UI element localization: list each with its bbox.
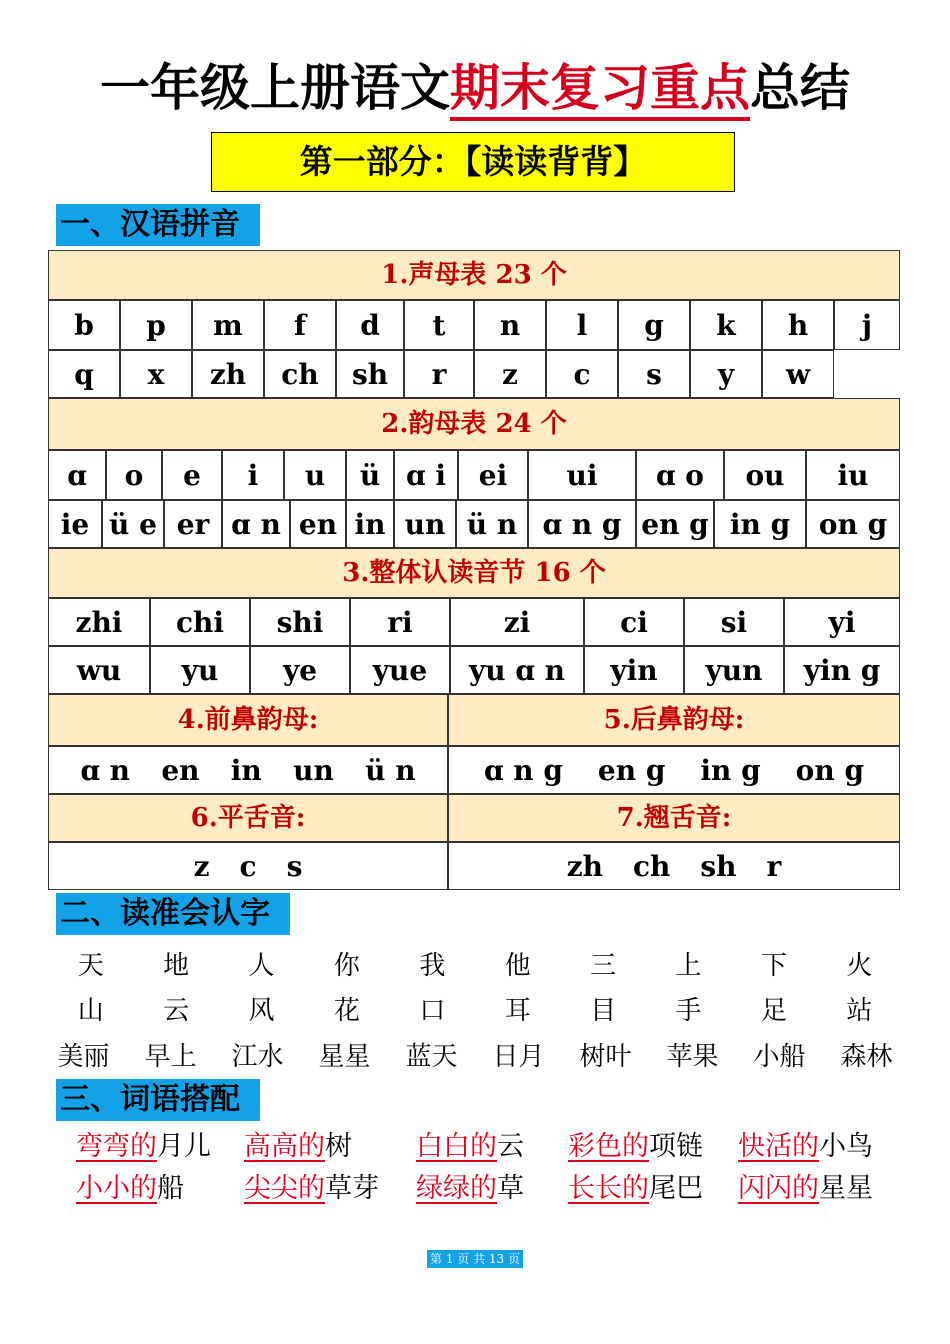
title-highlight: 期末复习重点 [450,59,750,121]
yunmu-cell: er [164,500,222,548]
char-item: 我 [419,951,446,981]
char-item: 美丽 [57,1042,110,1072]
shengmu-cell: c [546,350,618,398]
zhengti-cell: si [684,598,784,646]
yunmu-cell: ie [48,500,102,548]
phrase-item [568,1124,703,1163]
houbi-header: 5.后鼻韵母: [448,694,900,746]
qiaoshe-item: r [766,849,782,883]
char-item: 山 [77,996,104,1026]
phrase-adjective: 长长的 [568,1173,649,1204]
char-item: 你 [333,951,360,981]
shengmu-cell: k [690,300,762,350]
zhengti-cell: yu ɑ n [450,646,584,694]
shengmu-cell: h [762,300,834,350]
phrase-noun: 尾巴 [649,1173,703,1204]
char-row-2 [48,990,902,1027]
shengmu-header: 1.声母表 23 个 [48,250,900,300]
yunmu-cell: ɑ i [394,450,458,500]
zhengti-cell: ri [350,598,450,646]
phrase-item [76,1124,211,1163]
char-item: 森林 [840,1042,893,1072]
yunmu-cell: ü [346,450,394,500]
page-footer [0,1250,950,1267]
title-part-1: 一年级上册语文 [100,59,450,117]
phrase-item [416,1124,524,1163]
char-item: 人 [248,951,275,981]
pingshe-header: 6.平舌音: [48,794,448,842]
yunmu-cell: u [284,450,346,500]
char-item: 口 [419,996,446,1026]
shengmu-cell: j [834,300,900,350]
char-item: 站 [846,996,873,1026]
yunmu-cell: ɑ n g [528,500,636,548]
yunmu-cell: on g [806,500,900,548]
char-item: 江水 [231,1042,284,1072]
shengmu-cell: f [264,300,336,350]
houbi-cell [448,746,900,794]
char-item: 足 [760,996,787,1026]
yunmu-cell: ɑ o [636,450,724,500]
yunmu-cell: in g [714,500,806,548]
pingshe-item: s [286,849,303,883]
pingshe-item: c [239,849,257,883]
char-row-1 [48,945,902,982]
zhengti-cell: yi [784,598,900,646]
char-item: 目 [590,996,617,1026]
zhengti-cell: yun [684,646,784,694]
shengmu-cell: y [690,350,762,398]
zhengti-cell: yue [350,646,450,694]
qiaoshe-item: zh [566,849,603,883]
zhengti-cell: ye [250,646,350,694]
qiaoshe-header: 7.翘舌音: [448,794,900,842]
shengmu-cell: n [474,300,546,350]
title-part-3: 总结 [750,59,850,117]
qianbi-cell [48,746,448,794]
shengmu-cell: q [48,350,120,398]
yunmu-cell: e [162,450,222,500]
qianbi-header: 4.前鼻韵母: [48,694,448,746]
yunmu-cell: ui [528,450,636,500]
shengmu-cell: s [618,350,690,398]
qiaoshe-item: ch [632,849,671,883]
phrase-adjective: 尖尖的 [244,1173,325,1204]
houbi-item: in g [700,753,761,787]
yunmu-cell: i [222,450,284,500]
yunmu-cell: en g [636,500,714,548]
phrase-noun: 草芽 [325,1173,379,1204]
shengmu-cell: x [120,350,192,398]
char-item: 花 [333,996,360,1026]
yunmu-header: 2.韵母表 24 个 [48,398,900,450]
char-item: 苹果 [666,1042,719,1072]
section-phrases: 三、词语搭配 [56,1079,260,1121]
shengmu-cell: zh [192,350,264,398]
qianbi-item: ɑ n [80,753,130,787]
yunmu-cell: in [346,500,394,548]
yunmu-cell: o [106,450,162,500]
houbi-item: on g [795,753,865,787]
qianbi-item: un [293,753,334,787]
zhengti-cell: yin g [784,646,900,694]
part-banner: 第一部分：【读读背背】 [211,132,735,192]
qianbi-item: en [161,753,200,787]
zhengti-cell: wu [48,646,150,694]
zhengti-cell: yin [584,646,684,694]
char-row-3 [40,1036,910,1073]
phrase-item [244,1166,379,1205]
char-item: 星星 [318,1042,371,1072]
char-item: 云 [163,996,190,1026]
char-item: 三 [590,951,617,981]
phrase-adjective: 小小的 [76,1173,157,1204]
phrase-noun: 项链 [649,1131,703,1162]
section-characters: 二、读准会认字 [56,893,290,935]
yunmu-cell: ɑ n [222,500,290,548]
phrase-adjective: 闪闪的 [738,1173,819,1204]
shengmu-cell: r [404,350,474,398]
shengmu-cell: z [474,350,546,398]
phrase-adjective: 白白的 [416,1131,497,1162]
qiaoshe-cell [448,842,900,890]
char-item: 下 [760,951,787,981]
phrase-adjective: 彩色的 [568,1131,649,1162]
shengmu-cell: b [48,300,120,350]
phrase-noun: 草 [497,1173,524,1204]
zhengti-cell: zi [450,598,584,646]
yunmu-cell: iu [806,450,900,500]
page-title [0,56,950,120]
phrase-adjective: 绿绿的 [416,1173,497,1204]
char-item: 早上 [144,1042,197,1072]
phrase-noun: 月儿 [157,1131,211,1162]
yunmu-cell: ou [724,450,806,500]
char-item: 火 [846,951,873,981]
zhengti-header: 3.整体认读音节 16 个 [48,548,900,598]
yunmu-cell: ɑ [48,450,106,500]
zhengti-cell: ci [584,598,684,646]
char-item: 耳 [504,996,531,1026]
phrase-item [244,1124,352,1163]
phrase-item [416,1166,524,1205]
page-number: 第 1 页 共 13 页 [427,1250,523,1268]
yunmu-cell: un [394,500,456,548]
phrase-noun: 船 [157,1173,184,1204]
shengmu-cell: sh [336,350,404,398]
char-item: 树叶 [579,1042,632,1072]
phrase-adjective: 高高的 [244,1131,325,1162]
char-item: 风 [248,996,275,1026]
phrase-noun: 树 [325,1131,352,1162]
char-item: 日月 [492,1042,545,1072]
qianbi-item: in [230,753,262,787]
phrase-item [738,1124,873,1163]
char-item: 他 [504,951,531,981]
shengmu-cell: m [192,300,264,350]
qiaoshe-item: sh [700,849,737,883]
char-item: 小船 [753,1042,806,1072]
phrase-noun: 小鸟 [819,1131,873,1162]
phrase-adjective: 快活的 [738,1131,819,1162]
yunmu-cell: ei [458,450,528,500]
yunmu-cell: ü n [456,500,528,548]
section-pinyin: 一、汉语拼音 [56,204,260,246]
shengmu-cell: g [618,300,690,350]
zhengti-cell: shi [250,598,350,646]
phrase-noun: 星星 [819,1173,873,1204]
zhengti-cell: yu [150,646,250,694]
shengmu-cell: t [404,300,474,350]
qianbi-item: ü n [365,753,416,787]
char-item: 天 [77,951,104,981]
houbi-item: en g [597,753,666,787]
char-item: 蓝天 [405,1042,458,1072]
shengmu-cell: p [120,300,192,350]
phrase-noun: 云 [497,1131,524,1162]
shengmu-cell: ch [264,350,336,398]
char-item: 上 [675,951,702,981]
phrase-item [76,1166,184,1205]
yunmu-cell: en [290,500,346,548]
pingshe-cell [48,842,448,890]
houbi-item: ɑ n g [483,753,563,787]
char-item: 地 [163,951,190,981]
phrase-item [738,1166,873,1205]
shengmu-cell: w [762,350,834,398]
zhengti-cell: chi [150,598,250,646]
phrase-item [568,1166,703,1205]
shengmu-cell: l [546,300,618,350]
shengmu-cell: d [336,300,404,350]
pingshe-item: z [193,849,210,883]
yunmu-cell: ü e [102,500,164,548]
phrase-adjective: 弯弯的 [76,1131,157,1162]
zhengti-cell: zhi [48,598,150,646]
char-item: 手 [675,996,702,1026]
